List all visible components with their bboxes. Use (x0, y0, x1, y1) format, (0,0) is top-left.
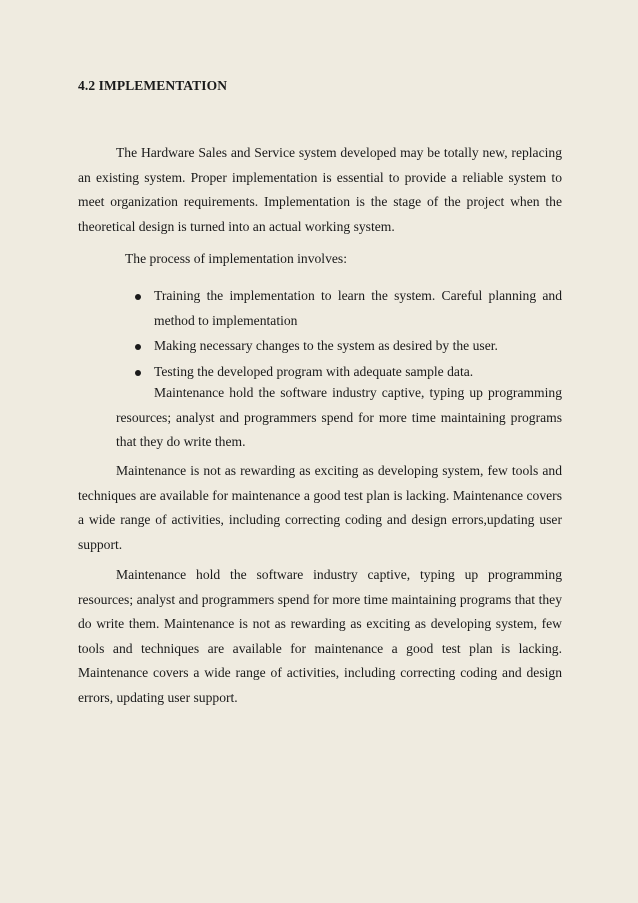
list-item (130, 284, 562, 333)
list-item-text: Testing the developed program with adequate sample data. (154, 363, 474, 379)
list-item (130, 334, 562, 359)
bullet-icon (135, 344, 141, 350)
bullet-icon (135, 294, 141, 300)
list-item-text: Making necessary changes to the system as desired by the user. (154, 338, 498, 353)
paragraph-maintenance-scope: Maintenance is not as rewarding as exciting as developing system, few tools and techniques are available for maintenance a good test plan is lacking. Maintenance covers a wide range of activities, including correcting coding and design errors,updating user support. (78, 463, 562, 552)
implementation-steps-list (130, 284, 562, 385)
paragraph-system-overview: The Hardware Sales and Service system developed may be totally new, replacing an existing system. Proper implementation is essential to provide a reliable system to meet organization requirements. Implementation is the stage of the project when the theoretical design is turned into an actual working system. (78, 145, 562, 234)
bullet-icon (135, 370, 141, 376)
list-item-text: Training the implementation to learn the system. Careful planning and method to implementation (154, 288, 562, 328)
paragraph-maintenance-inset: Maintenance hold the software industry captive, typing up programming resources; analyst and programmers spend for more time maintaining programs that they do write them. (116, 385, 562, 449)
section-heading: 4.2 IMPLEMENTATION (78, 78, 228, 93)
paragraph-maintenance-summary: Maintenance hold the software industry captive, typing up programming resources; analyst and programmers spend for more time maintaining programs that they do write them. Maintenance is not as rewarding as exciting as developing system, few tools and techniques are available for maintenance a good test plan is lacking. Maintenance covers a wide range of activities, including correcting coding and design errors, updating user support. (78, 567, 562, 705)
implementation-intro: The process of implementation involves: (125, 251, 347, 266)
